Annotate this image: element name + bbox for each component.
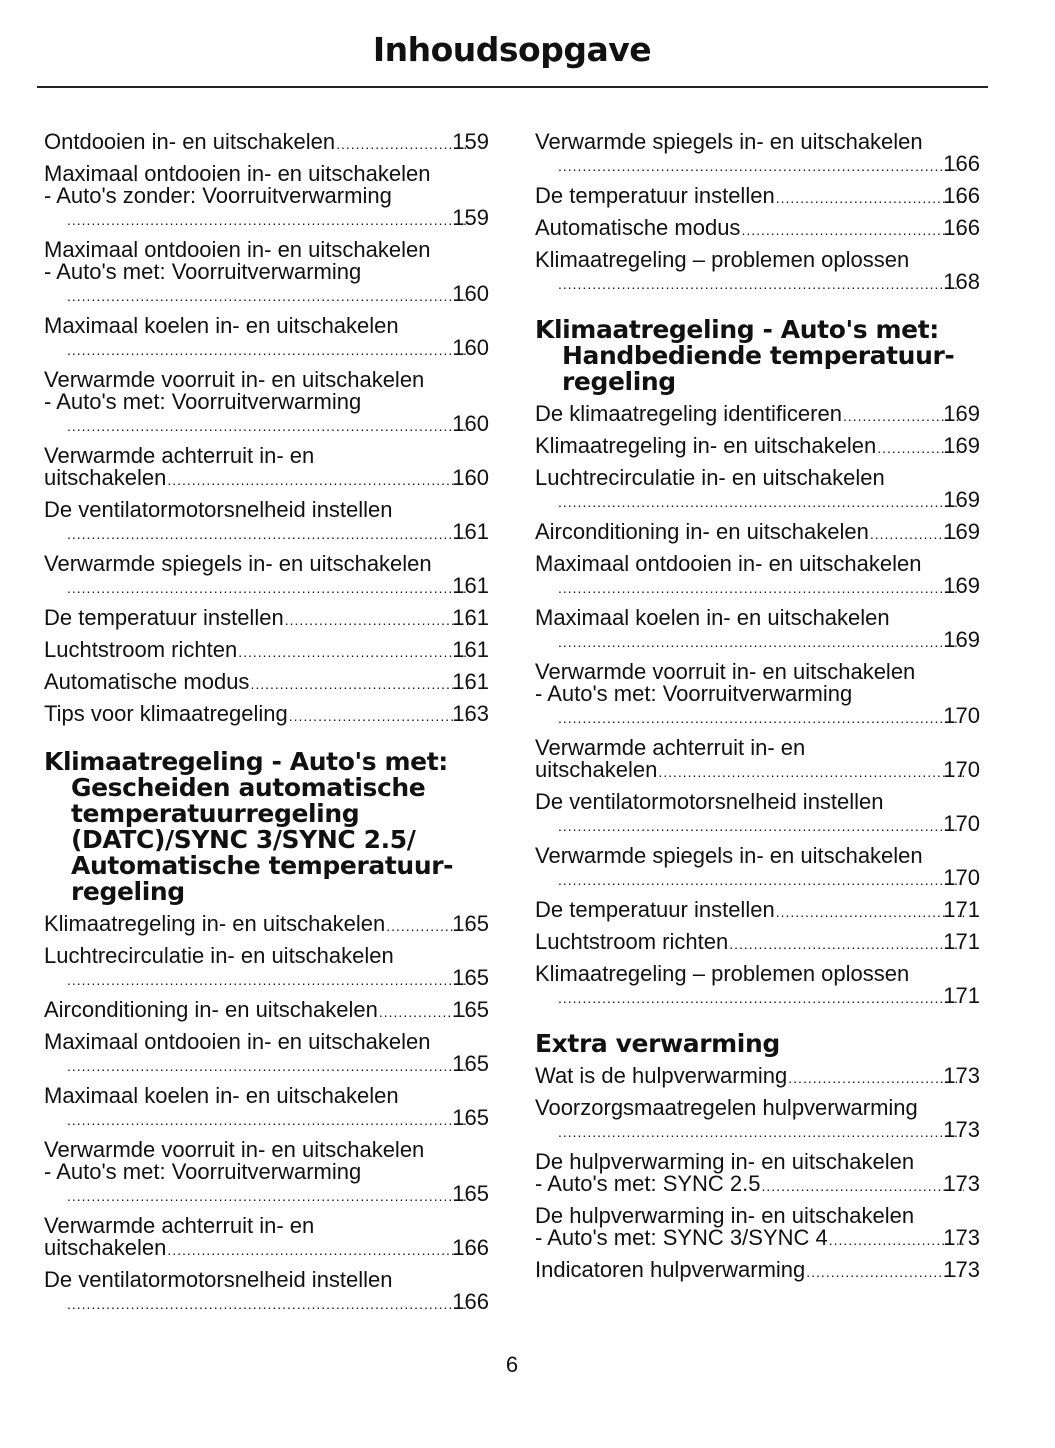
toc-entry[interactable]	[44, 913, 489, 937]
toc-page-number: 165	[452, 965, 489, 990]
toc-entry-subtitle: - Auto's met: Voorruitverwarming	[44, 1159, 362, 1184]
toc-entry-subtitle: - Auto's met: Voorruitverwarming	[44, 389, 362, 414]
toc-entry-title: Verwarmde achterruit in- en	[535, 735, 806, 760]
dot-leader	[67, 1293, 473, 1315]
toc-entry-title: Maximaal ontdooien in- en uitschakelen	[44, 237, 431, 262]
toc-entry-label: De temperatuur instellen	[535, 897, 775, 922]
dot-leader	[558, 491, 964, 513]
section-heading-datc: Klimaatregeling - Auto's met: Gescheiden automatische temperatuurregeling (DATC)/SYNC 3/SYNC 2.5/ Automatische temperatuur- regeling	[44, 747, 454, 906]
toc-entry-title: De ventilatormotorsnelheid instellen	[535, 789, 884, 814]
section-heading-extra-heating: Extra verwarming	[535, 1029, 780, 1058]
toc-entry[interactable]	[535, 185, 980, 209]
toc-page-number: 165	[452, 911, 489, 936]
toc-page-number: 171	[943, 983, 980, 1008]
toc-entry-label: Airconditioning in- en uitschakelen	[44, 997, 378, 1022]
toc-entry-label: Airconditioning in- en uitschakelen	[535, 519, 869, 544]
header-divider	[37, 86, 988, 88]
toc-entry-label: Indicatoren hulpverwarming	[535, 1257, 806, 1282]
toc-entry-title: De ventilatormotorsnelheid instellen	[44, 1267, 393, 1292]
dot-leader	[729, 933, 964, 955]
toc-entry-label: Klimaatregeling in- en uitschakelen	[44, 911, 386, 936]
dot-leader	[558, 815, 964, 837]
toc-group-right-c	[535, 1065, 980, 1283]
toc-entry[interactable]	[44, 1269, 489, 1315]
toc-page-number: 169	[943, 573, 980, 598]
toc-page-number: 166	[943, 151, 980, 176]
toc-page-number: 165	[452, 997, 489, 1022]
toc-page-number: 160	[452, 335, 489, 360]
toc-column-right	[535, 131, 980, 1291]
toc-entry[interactable]	[535, 553, 980, 599]
toc-entry[interactable]	[535, 249, 980, 295]
toc-entry[interactable]	[44, 639, 489, 663]
dot-leader	[806, 1261, 964, 1283]
toc-entry[interactable]	[535, 1205, 980, 1251]
toc-entry[interactable]	[44, 163, 489, 231]
toc-page-number: 170	[943, 865, 980, 890]
toc-page-number: 160	[452, 281, 489, 306]
dot-leader	[741, 219, 964, 241]
toc-entry[interactable]	[535, 931, 980, 955]
toc-entry-title: De hulpverwarming in- en uitschakelen	[535, 1149, 915, 1174]
toc-entry[interactable]	[535, 661, 980, 729]
toc-entry[interactable]	[44, 239, 489, 307]
toc-entry[interactable]	[44, 1085, 489, 1131]
toc-entry[interactable]	[44, 607, 489, 631]
toc-entry-label: - Auto's met: SYNC 2.5	[535, 1171, 761, 1196]
toc-group-left-a	[44, 131, 489, 727]
toc-page-number: 173	[943, 1171, 980, 1196]
toc-entry-title: Verwarmde achterruit in- en	[44, 443, 315, 468]
toc-entry-title: Maximaal koelen in- en uitschakelen	[535, 605, 890, 630]
toc-entry[interactable]	[44, 703, 489, 727]
toc-page-number: 165	[452, 1181, 489, 1206]
toc-entry[interactable]	[535, 131, 980, 177]
section-heading-manual: Klimaatregeling - Auto's met: Handbediende temperatuur- regeling	[535, 315, 955, 396]
toc-page-number: 160	[452, 411, 489, 436]
toc-entry-label: Tips voor klimaatregeling	[44, 701, 288, 726]
toc-entry-title: Voorzorgsmaatregelen hulpverwarming	[535, 1095, 918, 1120]
toc-entry-label: Wat is de hulpverwarming	[535, 1063, 788, 1088]
toc-page-number: 160	[452, 465, 489, 490]
toc-entry[interactable]	[535, 1151, 980, 1197]
dot-leader	[67, 523, 473, 545]
toc-entry-label: Luchtstroom richten	[44, 637, 238, 662]
toc-entry[interactable]	[44, 131, 489, 155]
toc-entry[interactable]	[535, 521, 980, 545]
toc-entry-label: uitschakelen	[535, 757, 658, 782]
dot-leader	[289, 705, 474, 727]
toc-page-number: 173	[943, 1063, 980, 1088]
toc-entry-title: Klimaatregeling – problemen oplossen	[535, 247, 910, 272]
toc-entry[interactable]	[44, 1031, 489, 1077]
toc-entry[interactable]	[535, 403, 980, 427]
toc-entry[interactable]	[535, 607, 980, 653]
toc-page-number: 165	[452, 1051, 489, 1076]
toc-entry-label: De temperatuur instellen	[44, 605, 284, 630]
toc-entry-label: Automatische modus	[44, 669, 250, 694]
toc-page-number: 165	[452, 1105, 489, 1130]
dot-leader	[762, 1175, 965, 1197]
dot-leader	[250, 673, 473, 695]
dot-leader	[558, 987, 964, 1009]
toc-entry[interactable]	[535, 899, 980, 923]
toc-page-number: 169	[943, 487, 980, 512]
toc-entry-label: Automatische modus	[535, 215, 741, 240]
toc-entry[interactable]	[44, 1139, 489, 1207]
dot-leader	[285, 609, 474, 631]
toc-entry-label: De temperatuur instellen	[535, 183, 775, 208]
toc-entry-title: Verwarmde voorruit in- en uitschakelen	[44, 367, 425, 392]
toc-entry[interactable]	[535, 217, 980, 241]
toc-page-number: 169	[943, 401, 980, 426]
toc-entry-title: Verwarmde achterruit in- en	[44, 1213, 315, 1238]
toc-page-number: 166	[452, 1235, 489, 1260]
toc-entry[interactable]	[535, 1259, 980, 1283]
dot-leader	[776, 187, 965, 209]
dot-leader	[67, 1185, 473, 1207]
toc-entry[interactable]	[535, 1097, 980, 1143]
dot-leader	[658, 761, 964, 783]
dot-leader	[67, 339, 473, 361]
toc-page-number: 168	[943, 269, 980, 294]
toc-entry[interactable]	[44, 369, 489, 437]
toc-page-number: 169	[943, 433, 980, 458]
toc-entry-title: Maximaal koelen in- en uitschakelen	[44, 1083, 399, 1108]
toc-page-number: 166	[943, 183, 980, 208]
toc-page-number: 159	[452, 205, 489, 230]
toc-entry-label: uitschakelen	[44, 465, 167, 490]
dot-leader	[558, 631, 964, 653]
toc-entry-title: Verwarmde spiegels in- en uitschakelen	[44, 551, 432, 576]
dot-leader	[558, 577, 964, 599]
toc-page-number: 169	[943, 519, 980, 544]
dot-leader	[167, 1239, 473, 1261]
toc-page-number: 171	[943, 897, 980, 922]
dot-leader	[67, 969, 473, 991]
dot-leader	[67, 285, 473, 307]
toc-entry-title: De ventilatormotorsnelheid instellen	[44, 497, 393, 522]
toc-page-number: 171	[943, 929, 980, 954]
toc-entry-label: Klimaatregeling in- en uitschakelen	[535, 433, 877, 458]
toc-page-number: 169	[943, 627, 980, 652]
dot-leader	[67, 577, 473, 599]
toc-page-number: 166	[452, 1289, 489, 1314]
dot-leader	[67, 1109, 473, 1131]
toc-group-right-a	[535, 131, 980, 295]
toc-entry[interactable]	[535, 737, 980, 783]
toc-page-number: 173	[943, 1117, 980, 1142]
toc-entry-label: - Auto's met: SYNC 3/SYNC 4	[535, 1225, 828, 1250]
toc-entry[interactable]	[535, 791, 980, 837]
toc-entry-title: Verwarmde voorruit in- en uitschakelen	[44, 1137, 425, 1162]
toc-entry-title: Maximaal koelen in- en uitschakelen	[44, 313, 399, 338]
dot-leader	[558, 155, 964, 177]
toc-entry-label: Ontdooien in- en uitschakelen	[44, 129, 336, 154]
dot-leader	[67, 1055, 473, 1077]
toc-entry-label: uitschakelen	[44, 1235, 167, 1260]
toc-page-number: 173	[943, 1257, 980, 1282]
toc-entry-subtitle: - Auto's met: Voorruitverwarming	[44, 259, 362, 284]
toc-entry-title: De hulpverwarming in- en uitschakelen	[535, 1203, 915, 1228]
toc-page-number: 161	[452, 637, 489, 662]
toc-group-left-b	[44, 913, 489, 1315]
toc-page-number: 163	[452, 701, 489, 726]
toc-entry-title: Klimaatregeling – problemen oplossen	[535, 961, 910, 986]
toc-page-number: 161	[452, 669, 489, 694]
toc-entry[interactable]	[44, 499, 489, 545]
toc-entry-subtitle: - Auto's met: Voorruitverwarming	[535, 681, 853, 706]
toc-entry-label: De klimaatregeling identificeren	[535, 401, 842, 426]
dot-leader	[558, 707, 964, 729]
toc-group-right-b	[535, 403, 980, 1009]
toc-page-number: 161	[452, 519, 489, 544]
dot-leader	[558, 869, 964, 891]
toc-entry[interactable]	[44, 315, 489, 361]
toc-page-number: 159	[452, 129, 489, 154]
toc-entry-subtitle: - Auto's zonder: Voorruitverwarming	[44, 183, 392, 208]
toc-entry[interactable]	[44, 999, 489, 1023]
toc-entry[interactable]	[535, 1065, 980, 1089]
toc-entry[interactable]	[535, 963, 980, 1009]
toc-entry-title: Maximaal ontdooien in- en uitschakelen	[44, 161, 431, 186]
toc-page-number: 170	[943, 703, 980, 728]
page-title: Inhoudsopgave	[372, 30, 652, 69]
toc-page-number: 161	[452, 605, 489, 630]
toc-entry-title: Maximaal ontdooien in- en uitschakelen	[44, 1029, 431, 1054]
dot-leader	[238, 641, 473, 663]
toc-entry-title: Verwarmde voorruit in- en uitschakelen	[535, 659, 916, 684]
page-number: 6	[505, 1352, 519, 1377]
dot-leader	[67, 415, 473, 437]
toc-entry-title: Maximaal ontdooien in- en uitschakelen	[535, 551, 922, 576]
toc-page-number: 170	[943, 757, 980, 782]
toc-page-number: 170	[943, 811, 980, 836]
dot-leader	[558, 1121, 964, 1143]
toc-entry[interactable]	[44, 945, 489, 991]
dot-leader	[67, 209, 473, 231]
toc-entry[interactable]	[535, 845, 980, 891]
toc-entry[interactable]	[44, 1215, 489, 1261]
toc-entry[interactable]	[44, 553, 489, 599]
toc-entry-title: Luchtrecirculatie in- en uitschakelen	[44, 943, 394, 968]
toc-page-number: 161	[452, 573, 489, 598]
toc-entry-title: Verwarmde spiegels in- en uitschakelen	[535, 129, 923, 154]
toc-entry-title: Verwarmde spiegels in- en uitschakelen	[535, 843, 923, 868]
toc-entry-title: Luchtrecirculatie in- en uitschakelen	[535, 465, 885, 490]
toc-entry[interactable]	[535, 435, 980, 459]
dot-leader	[788, 1067, 964, 1089]
toc-column-left	[44, 131, 489, 1323]
toc-page-number: 173	[943, 1225, 980, 1250]
dot-leader	[776, 901, 965, 923]
toc-entry[interactable]	[535, 467, 980, 513]
toc-page-number: 166	[943, 215, 980, 240]
dot-leader	[558, 273, 964, 295]
dot-leader	[167, 469, 473, 491]
toc-entry[interactable]	[44, 445, 489, 491]
toc-entry-label: Luchtstroom richten	[535, 929, 729, 954]
toc-entry[interactable]	[44, 671, 489, 695]
